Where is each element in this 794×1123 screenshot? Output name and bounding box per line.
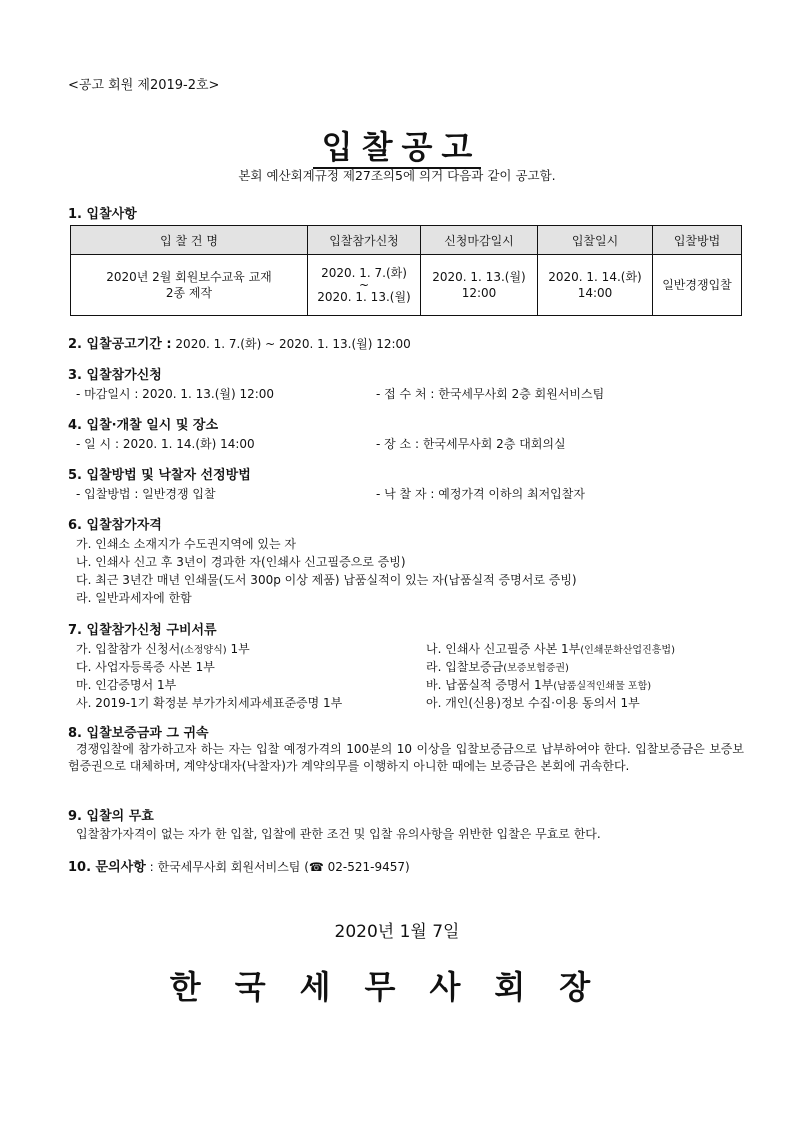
section-2-heading: 2. 입찰공고기간 : (68, 337, 172, 352)
section-8-text: 경쟁입찰에 참가하고자 하는 자는 입찰 예정가격의 100분의 10 이상을 입찰보증금으로 납부하여야 한다. 입찰보증금은 보증보험증권으로 대체하며, 계약상대자(낙찰자)가 계약의무를 이행하지 아니한 때에는 보증금은 본회에 귀속한다. (68, 742, 744, 773)
col-header-item: 입 찰 건 명 (71, 226, 308, 255)
section-8-heading: 8. 입찰보증금과 그 귀속 (68, 726, 209, 741)
list-item: 나. 인쇄사 신고필증 사본 1부(인쇄문화산업진흥법) (426, 642, 675, 656)
section-2-text: 2020. 1. 7.(화) ~ 2020. 1. 13.(월) 12:00 (175, 337, 411, 351)
list-item: 바. 납품실적 증명서 1부(납품실적인쇄물 포함) (426, 678, 652, 692)
section-4-heading: 4. 입찰·개찰 일시 및 장소 (68, 418, 219, 433)
col-header-apply: 입찰참가신청 (308, 226, 421, 255)
list-item: 라. 입찰보증금(보증보험증권) (426, 660, 569, 674)
bid-table (70, 225, 742, 316)
list-item: 라. 일반과세자에 한함 (76, 591, 192, 605)
section-2 (68, 333, 411, 352)
list-item: 아. 개인(신용)정보 수집·이용 동의서 1부 (426, 696, 640, 710)
cell-bid-date: 2020. 1. 14.(화) 14:00 (538, 255, 653, 316)
col-header-deadline: 신청마감일시 (421, 226, 538, 255)
signature-name: 한국세무사회장 (169, 968, 625, 1006)
section-3-right: - 접 수 처 : 한국세무사회 2층 회원서비스팀 (376, 387, 605, 401)
cell-method: 일반경쟁입찰 (653, 255, 742, 316)
section-10 (68, 856, 410, 875)
section-10-heading: 10. 문의사항 (68, 860, 146, 875)
section-5-right: - 낙 찰 자 : 예정가격 이하의 최저입찰자 (376, 487, 585, 501)
section-7-heading: 7. 입찰참가신청 구비서류 (68, 623, 217, 638)
list-item: 사. 2019-1기 확정분 부가가치세과세표준증명 1부 (76, 696, 343, 710)
list-item: 나. 인쇄사 신고 후 3년이 경과한 자(인쇄사 신고필증으로 증빙) (76, 555, 406, 569)
table-row (71, 255, 742, 316)
section-9-heading: 9. 입찰의 무효 (68, 809, 154, 824)
cell-item: 2020년 2월 회원보수교육 교재 2종 제작 (71, 255, 308, 316)
section-4-right: - 장 소 : 한국세무사회 2층 대회의실 (376, 437, 566, 451)
cell-apply: 2020. 1. 7.(화) ~ 2020. 1. 13.(월) (308, 255, 421, 316)
page-title: 입찰공고 (0, 122, 794, 168)
list-item: 다. 최근 3년간 매년 인쇄물(도서 300p 이상 제품) 납품실적이 있는 자(납품실적 증명서로 증빙) (76, 573, 577, 587)
section-5-heading: 5. 입찰방법 및 낙찰자 선정방법 (68, 468, 251, 483)
list-item: 다. 사업자등록증 사본 1부 (76, 660, 215, 674)
section-3-heading: 3. 입찰참가신청 (68, 368, 162, 383)
notice-number: <공고 회원 제2019-2호> (68, 78, 220, 93)
list-item: 가. 입찰참가 신청서(소정양식) 1부 (76, 642, 250, 656)
section-3-left: - 마감일시 : 2020. 1. 13.(월) 12:00 (76, 387, 275, 401)
list-item: 마. 인감증명서 1부 (76, 678, 177, 692)
col-header-bid-date: 입찰일시 (538, 226, 653, 255)
section-1-heading: 1. 입찰사항 (68, 207, 137, 222)
section-5-left: - 입찰방법 : 일반경쟁 입찰 (76, 487, 216, 501)
intro-text: 본회 예산회계규정 제27조의5에 의거 다음과 같이 공고함. (238, 168, 556, 183)
col-header-method: 입찰방법 (653, 226, 742, 255)
table-header-row (71, 226, 742, 255)
section-9-text: 입찰참가자격이 없는 자가 한 입찰, 입찰에 관한 조건 및 입찰 유의사항을 위반한 입찰은 무효로 한다. (76, 827, 601, 841)
cell-deadline: 2020. 1. 13.(월) 12:00 (421, 255, 538, 316)
issue-date: 2020년 1월 7일 (334, 922, 460, 942)
section-10-text: : 한국세무사회 회원서비스팀 (☎ 02-521-9457) (149, 860, 410, 874)
section-4-left: - 일 시 : 2020. 1. 14.(화) 14:00 (76, 437, 255, 451)
section-6-heading: 6. 입찰참가자격 (68, 518, 162, 533)
list-item: 가. 인쇄소 소재지가 수도권지역에 있는 자 (76, 537, 296, 551)
